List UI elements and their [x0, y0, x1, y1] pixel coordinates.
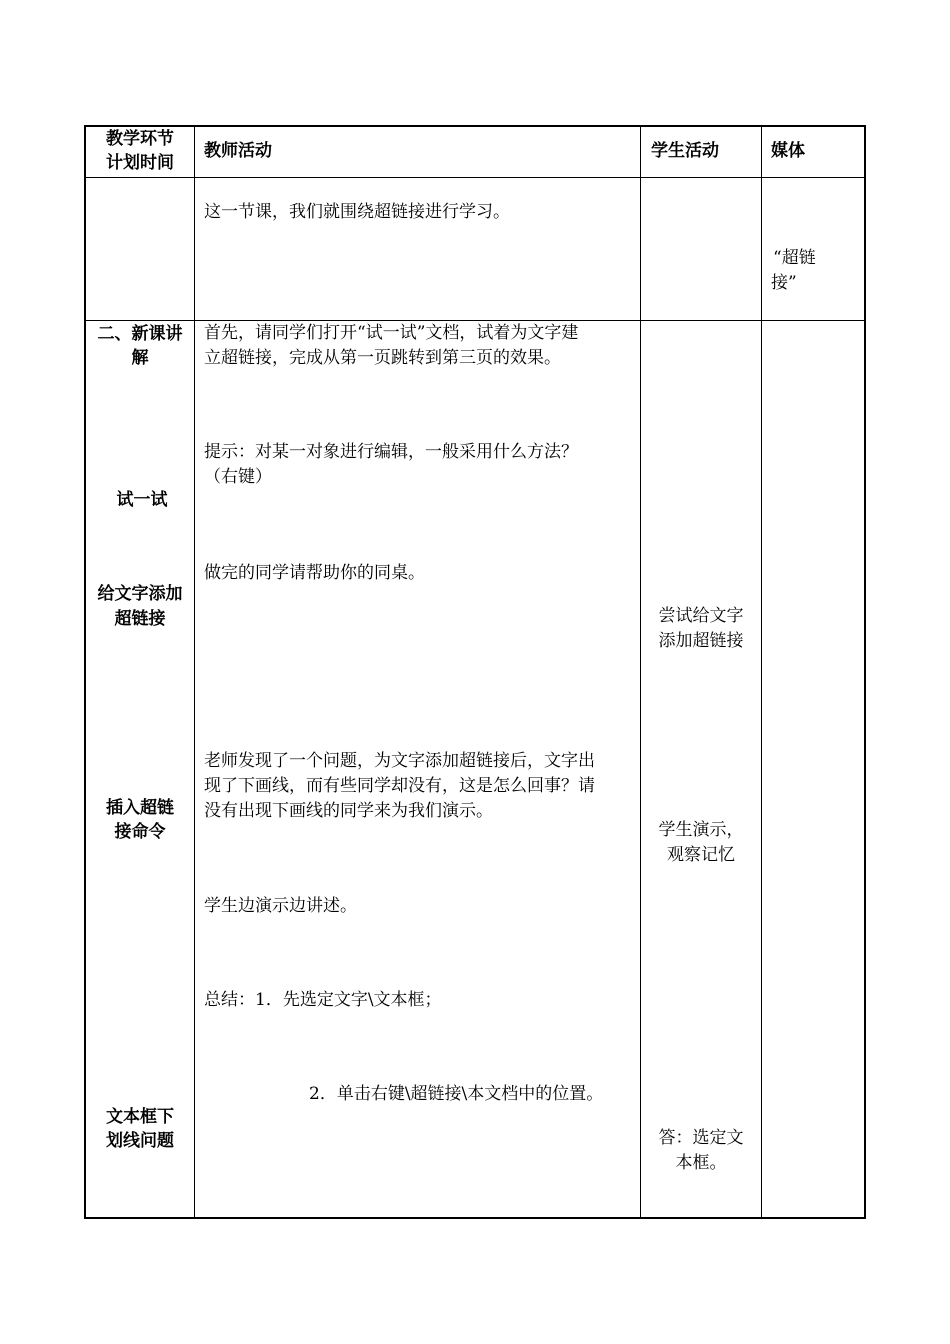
header-student-activity: 学生活动 [651, 141, 719, 161]
column-divider [194, 127, 195, 1217]
teacher-task-line1: 首先，请同学们打开“试一试”文档，试着为文字建 [204, 323, 579, 343]
teacher-problem-line3: 没有出现下画线的同学来为我们演示。 [204, 801, 493, 821]
student-try-line1: 尝试给文字 [658, 606, 744, 626]
stage-label-underline-issue-line2: 划线问题 [106, 1131, 174, 1151]
teacher-intro-text: 这一节课，我们就围绕超链接进行学习。 [204, 202, 510, 222]
teacher-hint-line1: 提示：对某一对象进行编辑，一般采用什么方法？ [204, 442, 578, 462]
stage-label-new-lesson-line1: 二、新课讲 [97, 324, 183, 344]
student-demo-line1: 学生演示， [658, 820, 744, 840]
media-text-line2: 接” [771, 273, 797, 293]
teacher-help-text: 做完的同学请帮助你的同桌。 [204, 563, 425, 583]
header-teacher-activity: 教师活动 [204, 141, 272, 161]
column-divider [640, 127, 641, 1217]
teacher-task-line2: 立超链接，完成从第一页跳转到第三页的效果。 [204, 348, 561, 368]
teacher-demo-text: 学生边演示边讲述。 [204, 896, 357, 916]
row-divider [86, 177, 864, 178]
header-stage-line1: 教学环节 [106, 129, 174, 149]
stage-label-add-link-line2: 超链接 [114, 609, 166, 629]
header-stage-line2: 计划时间 [106, 153, 174, 173]
student-answer-line2: 本框。 [675, 1153, 727, 1173]
teacher-summary-step1: 总结：1．先选定文字\文本框； [204, 990, 442, 1010]
teacher-summary-step2: 2．单击右键\超链接\本文档中的位置。 [309, 1084, 604, 1104]
stage-label-new-lesson-line2: 解 [131, 348, 149, 368]
column-divider [761, 127, 762, 1217]
header-media: 媒体 [771, 141, 805, 161]
media-text-line1: “超链 [773, 248, 816, 268]
stage-label-insert-command-line2: 接命令 [114, 822, 166, 842]
teacher-problem-line2: 现了下画线，而有些同学却没有，这是怎么回事？请 [204, 776, 595, 796]
student-try-line2: 添加超链接 [658, 631, 744, 651]
lesson-plan-table [84, 125, 866, 1219]
stage-label-add-link-line1: 给文字添加 [97, 584, 183, 604]
student-demo-line2: 观察记忆 [667, 845, 735, 865]
stage-label-underline-issue-line1: 文本框下 [106, 1107, 174, 1127]
stage-label-try-it: 试一试 [116, 490, 168, 510]
teacher-hint-line2: （右键） [204, 467, 272, 487]
stage-label-insert-command-line1: 插入超链 [106, 798, 174, 818]
student-answer-line1: 答：选定文 [658, 1128, 744, 1148]
teacher-problem-line1: 老师发现了一个问题，为文字添加超链接后，文字出 [204, 751, 595, 771]
